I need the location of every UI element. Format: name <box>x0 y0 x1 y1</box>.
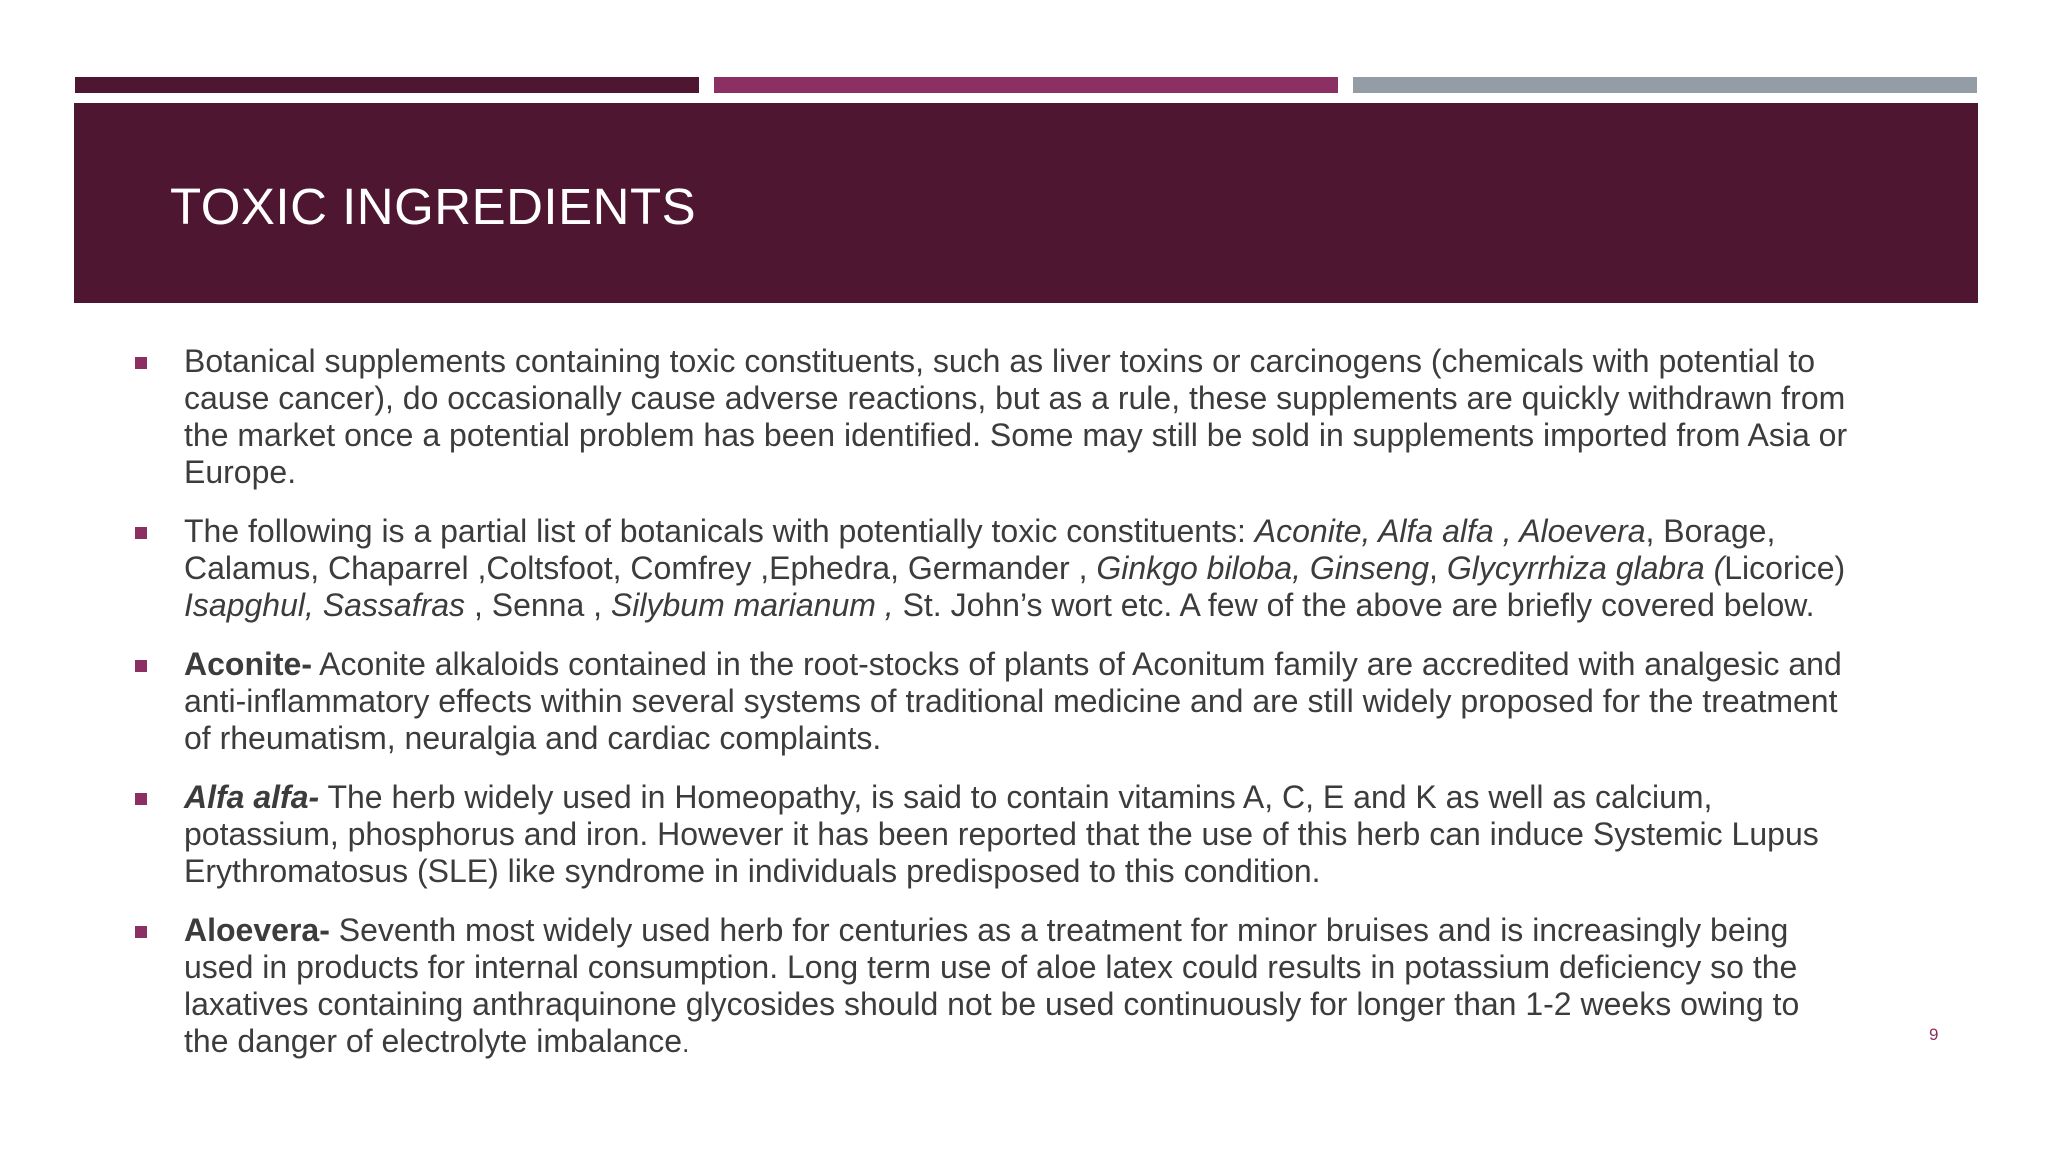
bullet-text: Botanical supplements containing toxic constituents, such as liver toxins or carcinogens (chemicals with potential to cause cancer), do occasionally cause adverse reactions, but as a rule, these supplements are quickly withdrawn from the market once a potential problem has been identified. Some may still be sold in supplements imported from Asia or Europe. <box>184 343 1848 490</box>
title-band <box>74 103 1978 303</box>
bullet-item <box>132 646 1852 757</box>
bullet-label: Alfa alfa- <box>184 779 320 815</box>
bullet-item <box>132 779 1852 890</box>
bullet-text: St. John’s wort etc. A few of the above are briefly covered below. <box>893 587 1815 623</box>
bullet-label: Aloevera- <box>184 912 330 948</box>
bullet-italic-text: Ginkgo biloba, Ginseng <box>1096 550 1430 586</box>
bullet-item <box>132 513 1852 624</box>
bullet-text: The herb widely used in Homeopathy, is said to contain vitamins A, C, E and K as well as calcium, potassium, phosphorus and iron. However it has been reported that the use of this herb can induce Systemic Lupus Erythromatosus (SLE) like syndrome in individuals predisposed to this condition. <box>184 779 1819 889</box>
bullet-text: , <box>1429 550 1447 586</box>
bullet-square-icon <box>135 793 147 805</box>
bullet-text: Aconite alkaloids contained in the root-stocks of plants of Aconitum family are accredited with analgesic and anti-inflammatory effects within several systems of traditional medicine and are still widely proposed for the treatment of rheumatism, neuralgia and cardiac complaints. <box>184 646 1842 756</box>
bullet-text: The following is a partial list of botanicals with potentially toxic constituents: <box>184 513 1255 549</box>
bullet-text: Licorice) <box>1724 550 1846 586</box>
bullet-item <box>132 912 1852 1062</box>
bullet-text: , Borage, Calamus, Chaparrel ,Coltsfoot, Comfrey ,Ephedra, Germander , <box>184 513 1776 586</box>
page-number: 9 <box>1929 1025 1939 1044</box>
bullet-square-icon <box>135 357 147 369</box>
bullet-square-icon <box>135 926 147 938</box>
bullet-text: , Senna , <box>465 587 611 623</box>
bullet-square-icon <box>135 660 147 672</box>
bullet-square-icon <box>135 527 147 539</box>
slide-title: TOXIC INGREDIENTS <box>170 178 697 235</box>
bullet-italic-text: Isapghul, Sassafras <box>184 587 466 623</box>
bullet-end-mark: . <box>682 1028 690 1058</box>
accent-bar-gray <box>1353 77 1977 93</box>
bullet-italic-text: Aconite, Alfa alfa , Aloevera <box>1254 513 1646 549</box>
bullet-italic-text: Glycyrrhiza glabra ( <box>1446 550 1725 586</box>
bullet-label: Aconite- <box>184 646 312 682</box>
bullet-item <box>132 343 1852 491</box>
accent-bar-magenta <box>714 77 1338 93</box>
bullet-italic-text: Silybum marianum , <box>610 587 894 623</box>
slide-body <box>132 343 1852 1084</box>
bullet-text: Seventh most widely used herb for centuries as a treatment for minor bruises and is increasingly being used in products for internal consumption. Long term use of aloe latex could results in potassium deficiency so the laxatives containing anthraquinone glycosides should not be used continuously for longer than 1-2 weeks owing to the danger of electrolyte imbalance <box>184 912 1800 1059</box>
accent-bar-dark <box>75 77 699 93</box>
